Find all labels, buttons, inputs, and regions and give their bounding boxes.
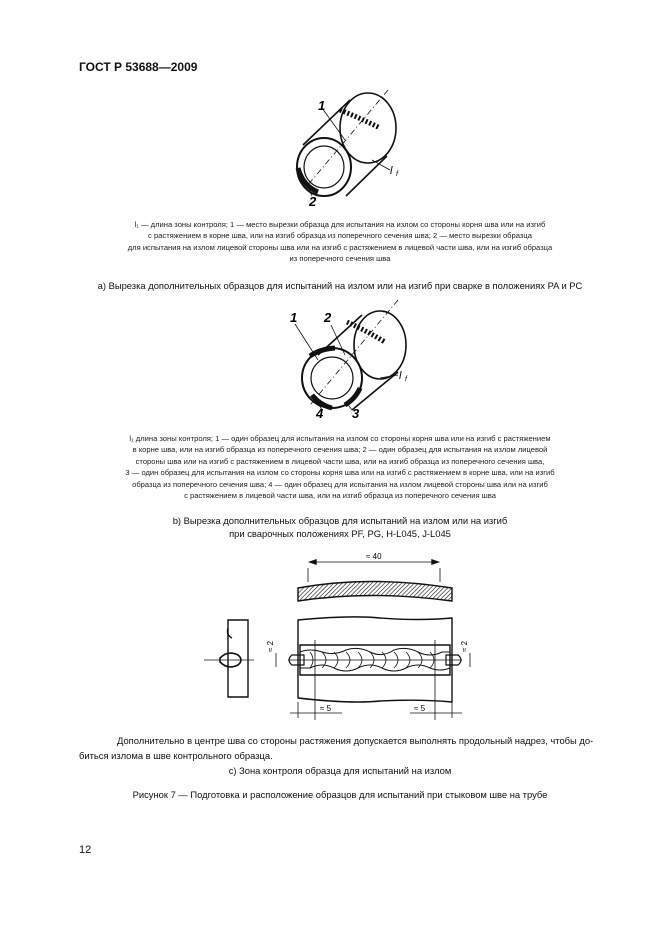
note-line-1: Дополнительно в центре шва со стороны растяжения допускается выполнять продольный надрез, чтобы до- xyxy=(117,735,594,746)
callout-b-f: f xyxy=(405,376,407,383)
legend-a-line-2: с растяжением в корне шва, или на изгиб образца из поперечного сечения шва; 2 — место вырезки образца xyxy=(148,231,532,241)
callout-b-1: 1 xyxy=(290,310,298,325)
legend-a-line-3: для испытания на излом лицевой стороны шва или на изгиб с растяжением в лицевой части шва, или на изгиб образца xyxy=(127,242,553,252)
caption-b-line-1: b) Вырезка дополнительных образцов для испытаний на излом или на изгиб xyxy=(172,515,508,526)
legend-b-line-1: l₁ длина зоны контроля; 1 — один образец для испытания на излом со стороны корня шва или на изгиб с растяжением xyxy=(129,434,551,443)
callout-a-2: 2 xyxy=(309,194,317,209)
callout-b-l1: l xyxy=(399,370,402,382)
dim-zone-right: ≈ 5 xyxy=(414,704,426,713)
legend-b-line-4: 3 — один образец для испытания на излом со стороны корня шва или на изгиб с растяжением в корне шва, или на изгиб xyxy=(125,468,555,478)
note-line-2: биться излома в шве контрольного образца. xyxy=(79,749,273,761)
dim-notch-right: ≈ 2 xyxy=(460,640,469,652)
pipe-a xyxy=(297,90,396,196)
callout-a-1: 1 xyxy=(318,98,326,113)
dim-notch-left: ≈ 2 xyxy=(266,640,275,652)
figure-c-note xyxy=(79,734,619,763)
callout-a-f: f xyxy=(396,171,398,178)
callout-b-4: 4 xyxy=(316,406,324,421)
page-number: 12 xyxy=(79,844,92,856)
legend-b-line-6: с растяжением в лицевой части шва, или на изгиб образца из поперечного сечения шва xyxy=(184,491,496,501)
figure-title: Рисунок 7 — Подготовка и расположение образцов для испытаний при стыковом шве на трубе xyxy=(132,789,548,800)
figure-b-legend xyxy=(50,433,630,501)
document-header: ГОСТ Р 53688—2009 xyxy=(79,60,198,74)
specimen-section xyxy=(204,620,254,697)
legend-b-line-2: в корне шва, или на изгиб образца из поперечного сечения шва; 2 — один образец для испытания на излом лицевой xyxy=(132,445,548,455)
bent-specimen xyxy=(298,560,452,601)
legend-a-line-1: l₁ — длина зоны контроля; 1 — место вырезки образца для испытания на излом со стороны корня шва или на изгиб xyxy=(134,220,546,229)
specimen-plan xyxy=(276,617,470,720)
callout-b-3: 3 xyxy=(352,406,360,421)
dim-length: ≈ 40 xyxy=(366,552,382,561)
callout-a-l1: l xyxy=(390,165,393,177)
pipe-b xyxy=(295,300,406,410)
figure-a-caption: а) Вырезка дополнительных образцов для испытаний на излом или на изгиб при сварке в положениях PA и PC xyxy=(97,280,583,291)
caption-b-line-2: при сварочных положениях PF, PG, H-L045, J-L045 xyxy=(229,528,451,539)
callout-b-2: 2 xyxy=(324,310,332,325)
legend-b-line-3: стороны шва или на изгиб с растяжением в лицевой части шва, или на изгиб образца из поперечного сечения шва, xyxy=(135,456,545,466)
legend-a-line-4: из поперечного сечения шва xyxy=(289,254,391,264)
figure-b-caption xyxy=(60,514,620,540)
figure-c-caption: с) Зона контроля образца для испытаний на излом xyxy=(228,765,452,776)
legend-b-line-5: образца из поперечного сечения шва; 4 — один образец для испытания на излом лицевой стороны шва или на изгиб xyxy=(132,479,548,489)
figure-a-legend xyxy=(60,219,620,265)
dim-zone-left: ≈ 5 xyxy=(320,704,332,713)
